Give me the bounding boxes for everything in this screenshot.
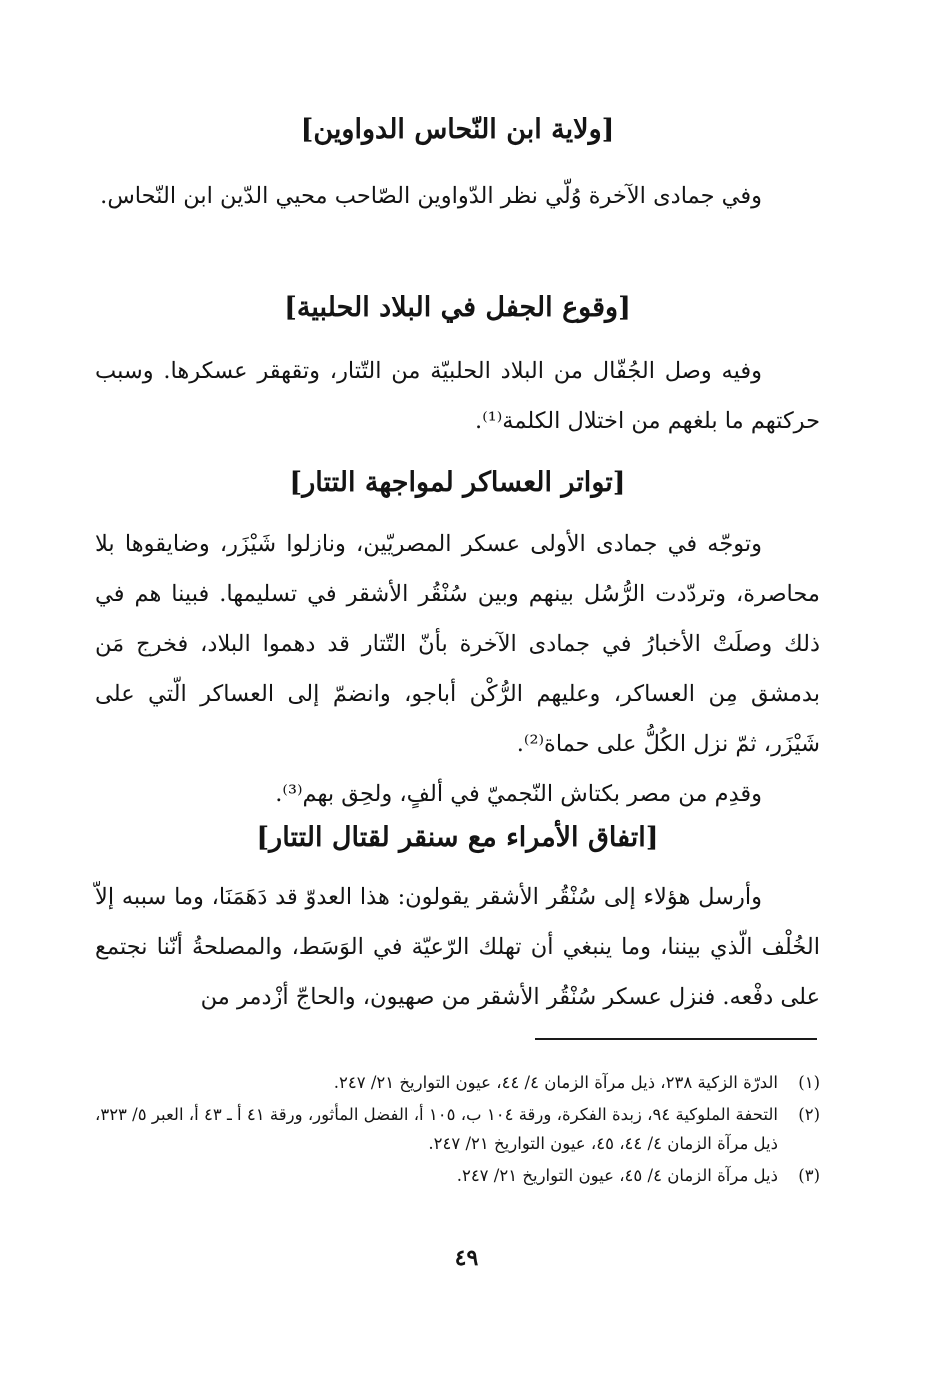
section-heading: [تواتر العساكر لمواجهة التتار] [289, 467, 626, 498]
section-heading: [اتفاق الأمراء مع سنقر لقتال التتار] [256, 822, 659, 853]
footnote [95, 1100, 820, 1158]
footnote-number: (١) [798, 1073, 820, 1092]
section-heading: [ولاية ابن النّحاس الدواوين] [300, 114, 615, 145]
footnote-text: التحفة الملوكية ٩٤، زبدة الفكرة، ورقة ١٠٤ ب، ١٠٥ أ، الفضل المأثور، ورقة ٤١ أ ـ ٤٣ أ، العبر ٥/ ٣٢٣، ذيل مرآة الزمان ٤/ ٤٤، ٤٥، عيون التواريخ ٢١/ ٢٤٧. [95, 1105, 778, 1153]
section-body [95, 519, 820, 819]
section-body [95, 346, 820, 446]
footnote-text: ذيل مرآة الزمان ٤/ ٤٥، عيون التواريخ ٢١/ ٢٤٧. [456, 1166, 778, 1185]
footnotes [95, 1068, 820, 1193]
paragraph: وفيه وصل الجُفّال من البلاد الحلبيّة من التّتار، وتقهقر عسكرها. وسبب حركتهم ما بلغهم من اختلال الكلمة⁽¹⁾. [95, 358, 820, 434]
section-heading: [وقوع الجفل في البلاد الحلبية] [284, 292, 631, 323]
section-body [95, 872, 820, 1022]
footnote-number: (٣) [798, 1166, 820, 1185]
footnote-number: (٢) [798, 1105, 820, 1124]
footnote [95, 1068, 820, 1097]
page-number: ٤٩ [454, 1245, 479, 1271]
footnote-text: الدرّة الزكية ٢٣٨، ذيل مرآة الزمان ٤/ ٤٤، عيون التواريخ ٢١/ ٢٤٧. [333, 1073, 778, 1092]
paragraph: وتوجّه في جمادى الأولى عسكر المصريّين، ونازلوا شَيْزَر، وضايقوها بلا محاصرة، وتردّدت الرُّسُل بينهم وبين سُنْقُر الأشقر في تسليمها. فبينا هم في ذلك وصلَتْ الأخبارُ في جمادى الآخرة بأنّ التّتار قد دهموا البلاد، فخرج مَن بدمشق مِن العساكر، وعليهم الرُّكْن أباجو، وانضمّ إلى العساكر الّتي على شَيْزَر، ثمّ نزل الكُلُّ على حماة⁽²⁾. [95, 531, 820, 757]
footnote [95, 1161, 820, 1190]
section-body [95, 171, 820, 221]
footnote-separator [535, 1038, 817, 1040]
paragraph: وأرسل هؤلاء إلى سُنْقُر الأشقر يقولون: هذا العدوّ قد دَهَمَنَا، وما سببه إلاّ الخُلْف الّذي بيننا، وما ينبغي أن تهلك الرّعيّة في الوَسَط، والمصلحةُ أنّنا نجتمع على دفْعه. فنزل عسكر سُنْقُر الأشقر من صهيون، والحاجّ أزْدمر من [95, 884, 820, 1010]
paragraph: وفي جمادى الآخرة وُلّي نظر الدّواوين الصّاحب محيي الدّين ابن النّحاس. [100, 183, 762, 209]
paragraph: وقدِم من مصر بكتاش النّجميّ في ألفٍ، ولحِق بهم⁽³⁾. [275, 781, 762, 807]
